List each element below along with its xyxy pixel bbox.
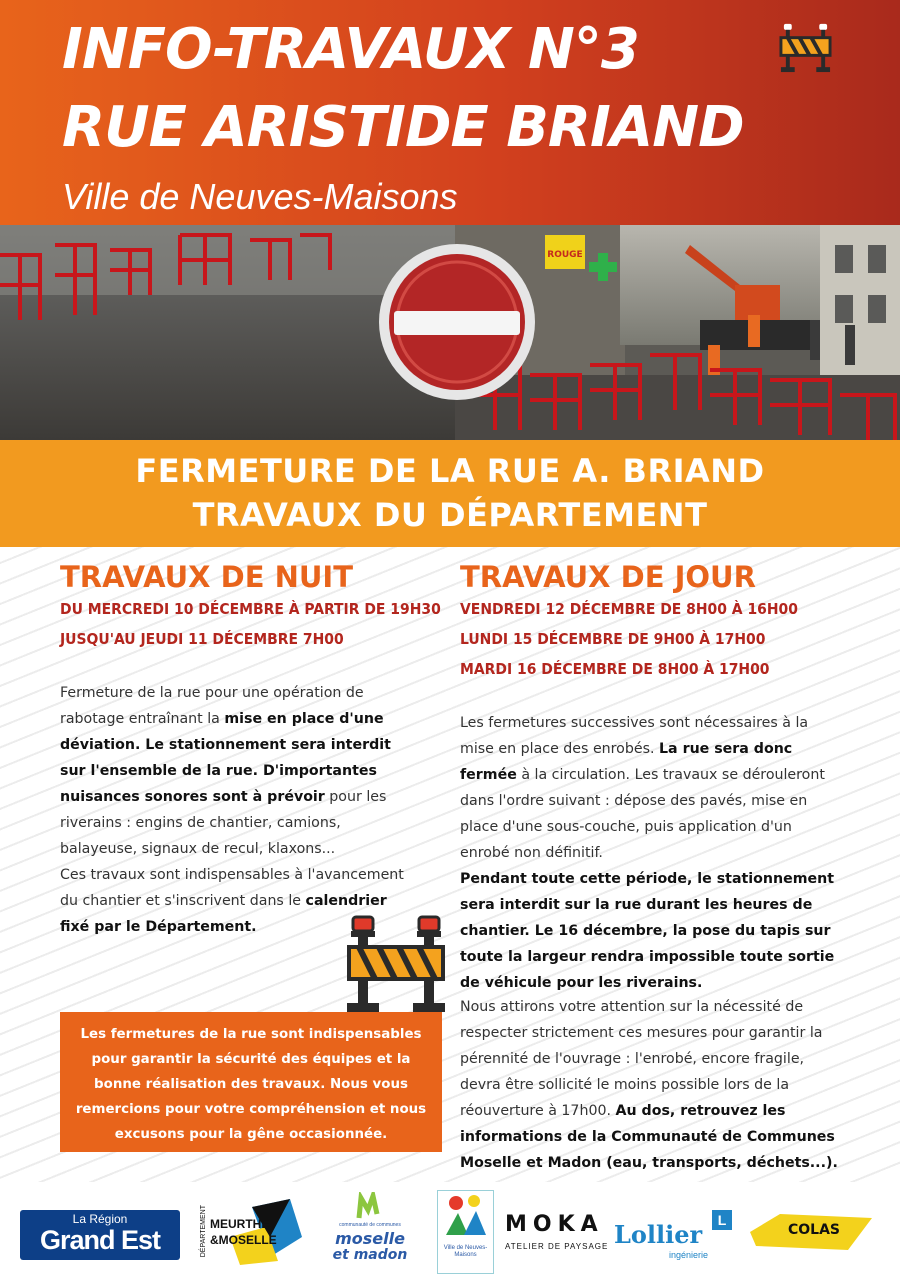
notice-box: Les fermetures de la rue sont indispensables pour garantir la sécurité des équipes et la bonne réalisation des travaux. Nous vous remercions pour votre compréhension et nous excusons pour la gêne occasionnée. xyxy=(60,1012,442,1152)
lollier-l-icon: L xyxy=(712,1210,732,1230)
subtitle: Ville de Neuves-Maisons xyxy=(62,176,458,217)
logo-meurthe-moselle: DÉPARTEMENT MEURTHE &MOSELLE xyxy=(200,1197,310,1267)
logo-grand-est: La Région Grand Est xyxy=(20,1210,180,1260)
banner-line-1: FERMETURE DE LA RUE A. BRIAND xyxy=(135,452,765,490)
meurthe-shape-icon xyxy=(200,1197,310,1267)
night-schedule-line: DU MERCREDI 10 DÉCEMBRE À PARTIR DE 19H30 xyxy=(60,600,441,618)
logo-moka: MOKA ATELIER DE PAYSAGE xyxy=(505,1212,609,1251)
day-paragraph-3: Nous attirons votre attention sur la nécessité de respecter strictement ces mesures pour garantir la pérennité de l'ouvrage : l'enrobé, encore fragile, devra être sollicité le moins possible lors de la réouverture à 17h00. Au dos, retrouvez les informations de la Communauté de Communes Moselle et Madon (eau, transports, déchets...). xyxy=(460,999,838,1171)
closure-banner xyxy=(0,440,900,547)
header-banner xyxy=(0,0,900,225)
barrier-icon xyxy=(345,915,447,1015)
logo-lollier: Lollier L ingénierie xyxy=(614,1210,739,1265)
day-schedule-line: VENDREDI 12 DÉCEMBRE DE 8H00 À 16H00 xyxy=(460,600,798,618)
mm-leaf-icon xyxy=(355,1192,385,1220)
title-line-2: RUE ARISTIDE BRIAND xyxy=(62,95,744,160)
ville-figure-icon xyxy=(438,1191,493,1243)
shop-sign-text: ROUGE xyxy=(547,250,583,260)
night-paragraph-1: Fermeture de la rue pour une opération de rabotage entraînant la mise en place d'une déviation. Le stationnement sera interdit sur l'ensemble de la rue. D'importantes nuisances sonores sont à prévoir pour les riverains : engins de chantier, camions, balayeuse, signaux de recul, klaxons... xyxy=(60,685,391,857)
logo-neuves-maisons: Ville de Neuves-Maisons xyxy=(437,1190,494,1274)
day-paragraph-1: Les fermetures successives sont nécessaires à la mise en place des enrobés. La rue sera donc fermée à la circulation. Les travaux se dérouleront dans l'ordre suivant : dépose des pavés, mise en place d'une sous-couche, puis application d'un enrobé non définitif. xyxy=(460,715,825,861)
night-paragraph-2: Ces travaux sont indispensables à l'avancement du chantier et s'inscrivent dans le calendrier fixé par le Département. xyxy=(60,867,404,935)
day-schedule-line: LUNDI 15 DÉCEMBRE DE 9H00 À 17H00 xyxy=(460,630,766,648)
day-paragraph-2: Pendant toute cette période, le stationnement sera interdit sur la rue durant les heures de chantier. Le 16 décembre, la pose du tapis sur toute la largeur rendra impossible toute sortie de véhicule pour les riverains. xyxy=(460,871,835,991)
logo-moselle-madon: communauté de communes moselle et madon xyxy=(325,1192,415,1272)
barrier-icon xyxy=(778,20,833,75)
partner-logos xyxy=(0,1182,900,1277)
title-line-1: INFO-TRAVAUX N°3 xyxy=(62,17,639,82)
day-works-title: TRAVAUX DE JOUR xyxy=(460,560,756,594)
night-schedule-line: JUSQU'AU JEUDI 11 DÉCEMBRE 7H00 xyxy=(60,630,344,648)
day-schedule-line: MARDI 16 DÉCEMBRE DE 8H00 À 17H00 xyxy=(460,660,770,678)
night-works-title: TRAVAUX DE NUIT xyxy=(60,560,353,594)
logo-colas: COLAS xyxy=(750,1210,878,1254)
banner-line-2: TRAVAUX DU DÉPARTEMENT xyxy=(192,496,708,534)
construction-photo xyxy=(0,225,900,440)
